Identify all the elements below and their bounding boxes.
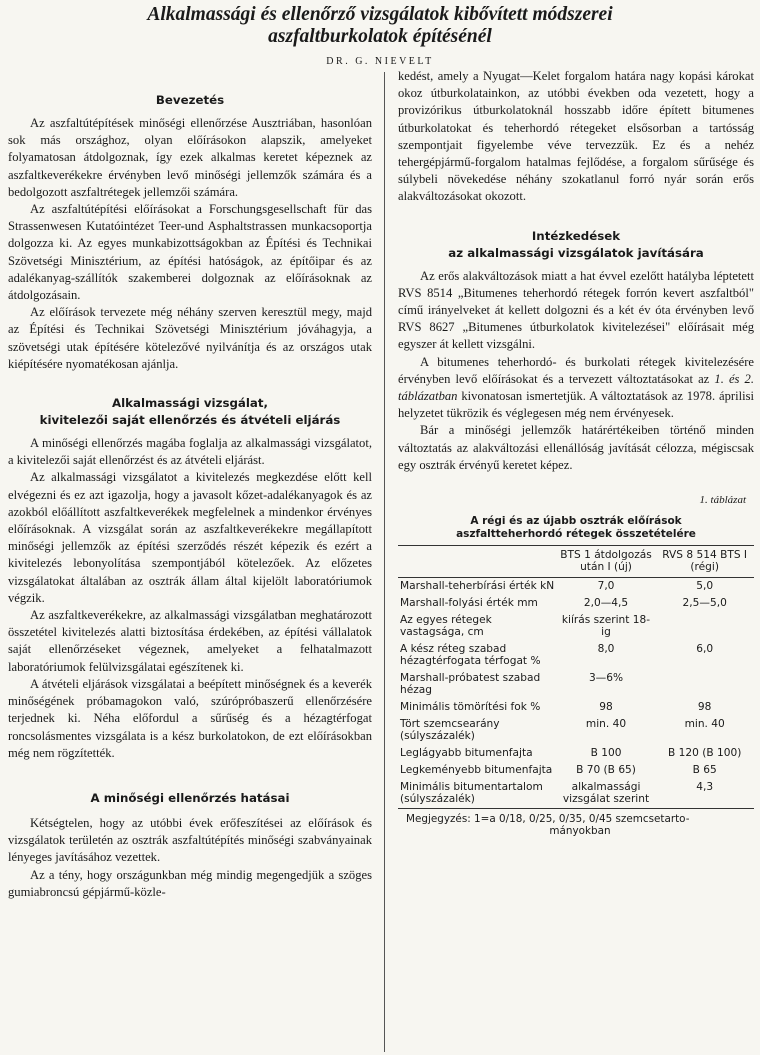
row-value-old: 6,0 xyxy=(696,643,714,656)
text-run: A bitumenes teherhordó- és burkolati rétegek kivitelezésére érvényben levő előírásokat és a tervezett változtatásokat az xyxy=(398,354,754,386)
row-value-new: 8,0 xyxy=(597,643,615,656)
row-label: A kész réteg szabad hézagtérfogata térfogat % xyxy=(400,643,541,668)
table-title-line: aszfaltteherhordó rétegek összetételére xyxy=(456,528,696,541)
paragraph: Az erős alakváltozások miatt a hat évvel ezelőtt hatályba léptetett RVS 8514 „Bitumenes teherhordó rétegek forrón kevert aszfaltból" című irányelveket át kellett dolgozni és a két év óta érvényben levő RVS 8627 „Bitumenes útburkolatok kivitelezései" előírásait még egyszer át kellett vizsgálni. xyxy=(398,268,754,352)
right-column xyxy=(398,68,754,837)
paragraph xyxy=(398,354,754,423)
text-run: kivonatosan ismertetjük. A változtatások az 1978. áprilisi helyzetet tükrözik és véglegesen még nem érvényesek. xyxy=(398,389,754,421)
heading-suitability-test xyxy=(8,373,372,435)
paragraph: Az aszfaltútépítések minőségi ellenőrzése Ausztriában, hasonlóan sok más országhoz, olyan előírásokon alapszik, amelyeket folyamatosan átdolgoznak, így ezek alkalmas keretet képeznek az aszfaltkeverékekre érvényben levő minőségi jellemzők számára és a bedolgozott aszfaltrétegek jellemzői számára. xyxy=(8,116,372,199)
header-cell-label xyxy=(398,546,557,578)
row-value-new: alkalmassági vizsgálat szerint xyxy=(557,779,656,809)
heading-line: kivitelezői saját ellenőrzés és átvételi eljárás xyxy=(39,413,341,428)
row-label: Legkeményebb bitumenfajta xyxy=(400,764,553,777)
row-value-old xyxy=(655,670,754,699)
heading-line: Intézkedések xyxy=(531,228,621,243)
paragraph: kedést, amely a Nyugat—Kelet forgalom határa nagy kopási károkat okoz útburkolatainkon, az utóbbi években oda vezetett, hogy a provizórikus útburkolatoknál hosszabb időre épített bitumenes útburkolatokat és teherhordó rétegeket elsősorban a tartósság szempontjait figyelembe véve tervezzük. Ez és a nehéz tehergépjármű-forgalom hatalmas fejlődése, a forgalom sűrűsége és súlybeli növekedése néhány szokatlanul forró nyár során erős alakváltozásokat okozott. xyxy=(398,69,754,204)
table-title-line: A régi és az újabb osztrák előírások xyxy=(470,515,682,528)
table-row xyxy=(398,595,754,612)
paragraph: Az aszfaltkeverékekre, az alkalmassági vizsgálatban meghatározott összetétel kivitelezés alatti biztosítása érdekében, az építési vállalatok saját ellenőrzéseket végeznek, amelyeket a felhatalmazott laboratóriumok felülvizsgálatai egészítenek ki. xyxy=(8,608,372,674)
column-divider xyxy=(384,72,385,1052)
row-value-new: 2,0—4,5 xyxy=(583,597,629,610)
table-row xyxy=(398,779,754,809)
paragraph: A minőségi ellenőrzés magába foglalja az alkalmassági vizsgálatot, a kivitelezői saját ellenőrzést és az átvételi eljárást. xyxy=(8,436,372,468)
row-label: Minimális tömörítési fok % xyxy=(400,701,541,714)
heading-quality-effects: A minőségi ellenőrzés hatásai xyxy=(90,790,290,805)
row-value-new: kiírás szerint 18-ig xyxy=(561,614,651,639)
heading-line: az alkalmassági vizsgálatok javítására xyxy=(448,245,704,260)
article-title xyxy=(0,4,760,48)
table-header-row xyxy=(398,546,754,578)
table-row xyxy=(398,578,754,596)
paragraph: A átvételi eljárások vizsgálatai a beépített minőségnek és a keverék minőségének próbamagokon való, szúrópróbaszerű ellenőrzésére terjednek ki. Néha előfordul a sűrűség és a hézagtérfogat roncsolásmentes vizsgálata is a kész burkolatokon, de ezt előírásokban még nem rögzítették. xyxy=(8,676,372,760)
row-value-old: B 120 (B 100) xyxy=(667,747,742,760)
heading-measures xyxy=(398,206,754,268)
spec-table xyxy=(398,545,754,809)
row-value-old: 98 xyxy=(697,701,712,714)
paragraph: Az aszfaltútépítési előírásokat a Forschungsgesellschaft für das Strassenwesen Kutatóintézet Teer-und Asphaltstrassen munkacsoportja dolgozza ki. Az egyes munkabizottságokban az Építési és Technikai Szövetségi Minisztérium, az építési hatóságok, az építőipar és az adalékanyag-szállítók szakemberei dolgoznak az előírásoknak az átdolgozásain. xyxy=(8,202,372,303)
note-line: Megjegyzés: 1=a 0/18, 0/25, 0/35, 0/45 szemcsetarto- xyxy=(406,813,690,826)
row-label: Az egyes rétegek vastagsága, cm xyxy=(400,614,492,639)
left-column xyxy=(8,72,372,901)
row-label: Minimális bitumentartalom (súlyszázalék) xyxy=(398,779,557,809)
table-row xyxy=(398,612,754,641)
table-row xyxy=(398,762,754,779)
heading-line: Alkalmassági vizsgálat, xyxy=(111,396,269,411)
author: DR. G. NIEVELT xyxy=(326,56,434,67)
row-value-old: min. 40 xyxy=(684,718,725,731)
row-value-new: 98 xyxy=(599,701,613,714)
row-value-new: 3—6% xyxy=(588,672,624,685)
row-label: Marshall-próbatest szabad hézag xyxy=(400,672,541,697)
row-value-old: 2,5—5,0 xyxy=(682,597,727,610)
table-title xyxy=(398,515,754,541)
row-value-old: 5,0 xyxy=(696,580,714,593)
title-line-2: aszfaltburkolatok építésénél xyxy=(268,26,492,47)
note-line: mányokban xyxy=(549,825,611,838)
row-value-old xyxy=(655,612,754,641)
title-line-1: Alkalmassági és ellenőrző vizsgálatok kibővített módszerei xyxy=(147,4,613,25)
row-value-old: B 65 xyxy=(692,764,717,777)
paragraph: Az alkalmassági vizsgálatot a kivitelezés megkezdése előtt kell elvégezni és ez azt igazolja, hogy a javasolt kőzet-adalékanyagok és az azokból előállított aszfaltkeverékek megfelelnek a mindenkor érvényes előírásoknak. A vizsgálat során az aszfaltkeverékekre megállapított minőségi jellemzők az építési szerződés részét képezik és ezért a kivitelezés lebonyolítása szempontjából kötelezőek. Az előzetes vizsgálatokat általában az osztrák állam által kijelölt laboratóriumok végzik. xyxy=(8,470,372,605)
heading-introduction: Bevezetés xyxy=(155,93,225,107)
row-label: Marshall-teherbírási érték kN xyxy=(400,580,555,593)
table-row xyxy=(398,745,754,762)
row-value-new: B 70 (B 65) xyxy=(576,764,636,777)
table-row xyxy=(398,699,754,716)
row-value-new: 7,0 xyxy=(597,580,615,593)
table-row xyxy=(398,670,754,699)
paragraph: Kétségtelen, hogy az utóbbi évek erőfeszítései az előírások és vizsgálatok területén az osztrák aszfaltútépítés minőségi szabványainak lényeges javításához vezettek. xyxy=(8,815,372,865)
row-value-new: min. 40 xyxy=(585,718,627,731)
table-reference: 1. és 2. táblázatban xyxy=(398,371,754,404)
row-value-old: 4,3 xyxy=(655,779,754,809)
row-label: Leglágyabb bitumenfajta xyxy=(400,747,533,760)
paragraph: Az a tény, hogy országunkban még mindig megengedjük a szöges gumiabroncsú gépjármű-közle- xyxy=(8,867,372,899)
table-row xyxy=(398,716,754,745)
paragraph: Bár a minőségi jellemzők határértékeiben történő minden változtatás az alakváltozási ellenállóság javítását célozza, mégiscsak egy osztrák érvényű keretet képez. xyxy=(398,423,754,472)
row-label: Tört szemcsearány (súlyszázalék) xyxy=(400,718,500,743)
table-body xyxy=(398,578,754,809)
paragraph: Az előírások tervezete még néhány szerven keresztül megy, majd az Építési és Technikai Szövetségi Minisztérium jóváhagyja, a szövetségi utak építésére kötelezővé nyilvánítja és az országos utak kiépítésére nyomatékosan ajánlja. xyxy=(8,305,372,371)
row-label: Marshall-folyási érték mm xyxy=(400,597,538,610)
table-row xyxy=(398,641,754,670)
table-caption: 1. táblázat xyxy=(699,494,746,507)
table-note xyxy=(398,813,754,837)
header-cell-new: BTS 1 átdolgozás után I (új) xyxy=(557,546,656,578)
row-value-new: B 100 xyxy=(590,747,622,760)
header-cell-old: RVS 8 514 BTS I (régi) xyxy=(655,546,754,578)
